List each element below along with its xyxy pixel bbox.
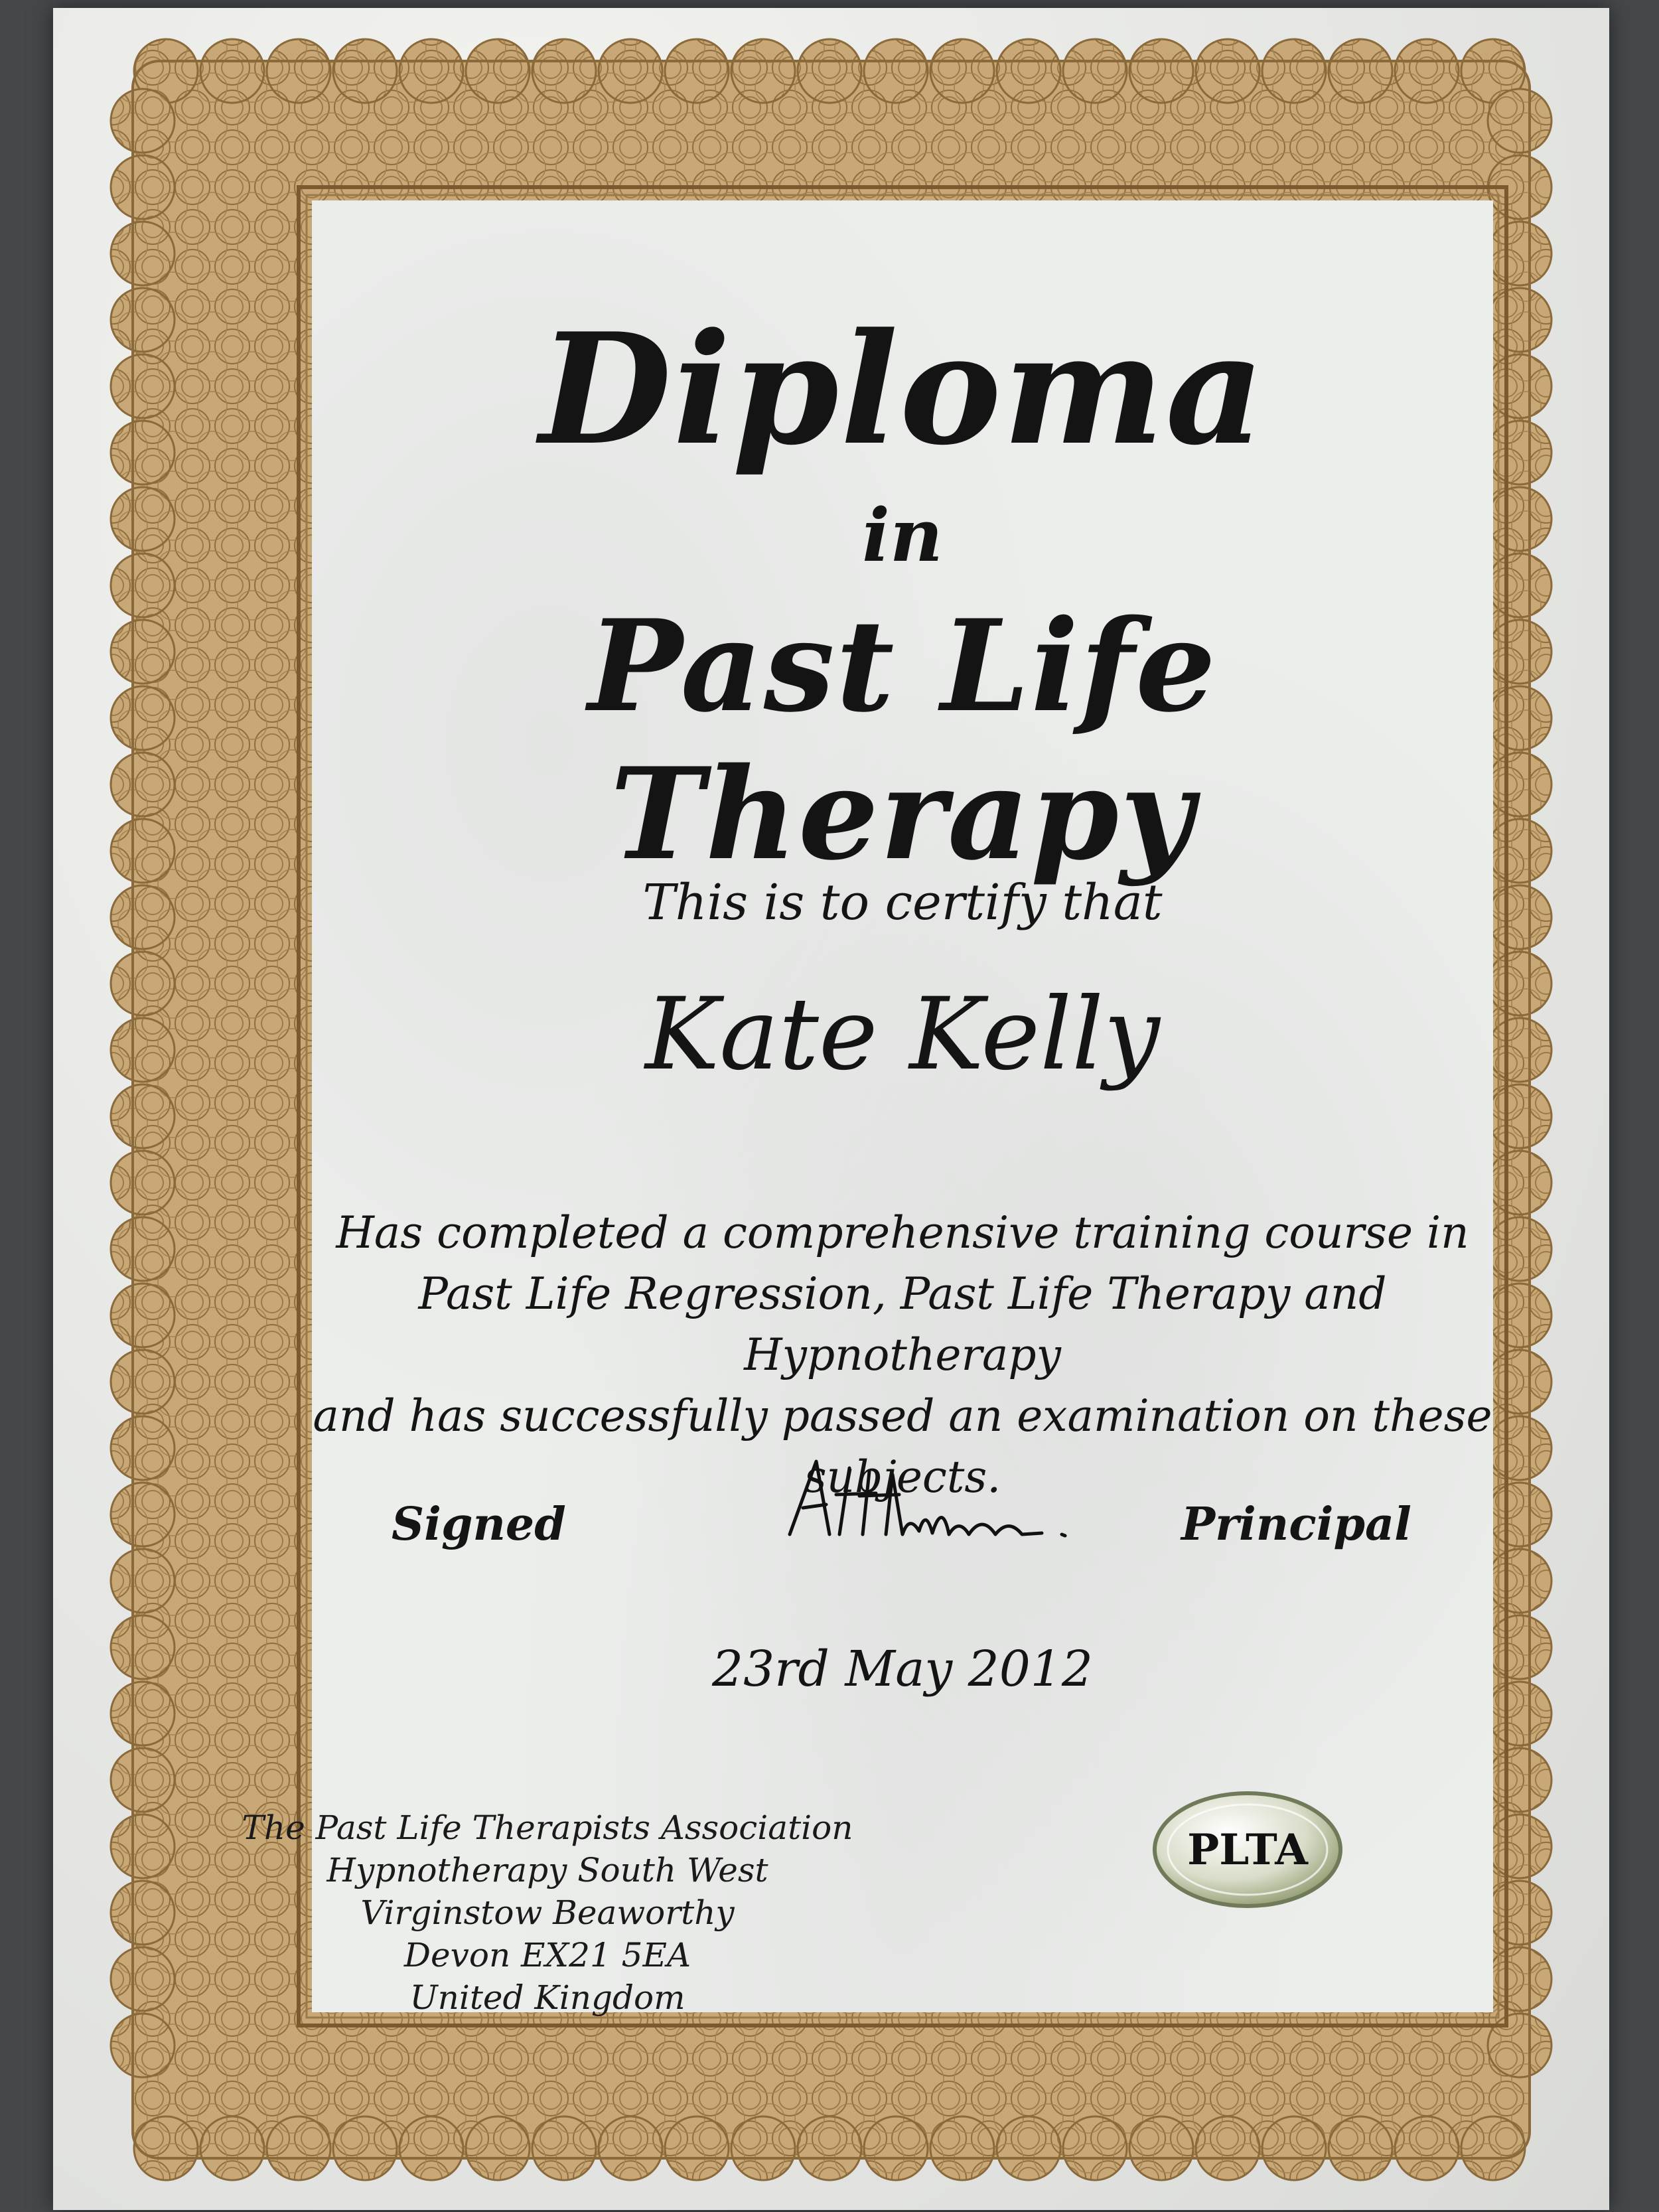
issuer-address <box>239 1806 856 2019</box>
handwritten-signature <box>776 1435 1095 1554</box>
issue-date: 23rd May 2012 <box>712 1641 1093 1698</box>
diploma-title: Diploma <box>539 300 1266 479</box>
certify-line: This is to certify that <box>642 874 1163 931</box>
body-line: Past Life Regression, Past Life Therapy and Hypnotherapy <box>418 1268 1387 1380</box>
connector-word: in <box>862 492 943 578</box>
address-line: Hypnotherapy South West <box>326 1851 768 1889</box>
address-line: Virginstow Beaworthy <box>360 1893 735 1932</box>
body-line: Has completed a comprehensive training course in <box>336 1207 1469 1258</box>
signed-label: Signed <box>392 1498 566 1551</box>
recipient-name: Kate Kelly <box>645 977 1160 1092</box>
logo-text: PLTA <box>1187 1825 1308 1875</box>
address-line: The Past Life Therapists Association <box>242 1808 853 1847</box>
diploma-content <box>242 200 1493 2017</box>
address-line: Devon EX21 5EA <box>403 1936 691 1974</box>
address-line: United Kingdom <box>409 1978 685 2017</box>
diploma-paper <box>53 8 1609 2210</box>
plta-logo <box>1148 1783 1347 1916</box>
body-line: and has successfully passed an examination on these subjects. <box>313 1390 1492 1503</box>
principal-label: Principal <box>1181 1498 1411 1551</box>
diploma-subject: Past Life Therapy <box>587 592 1218 888</box>
